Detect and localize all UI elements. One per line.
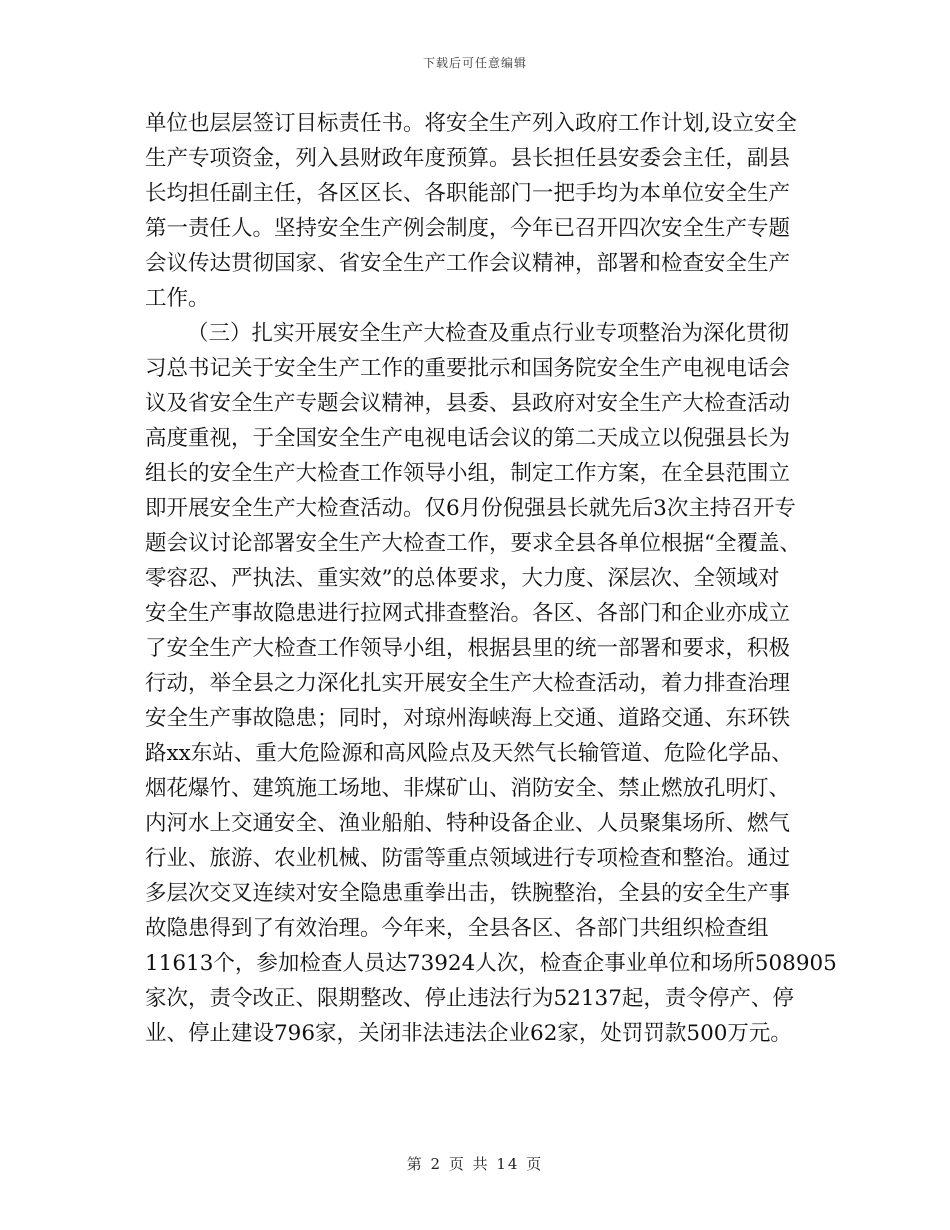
text-line: 题会议讨论部署安全生产大检查工作，要求全县各单位根据“全覆盖、 — [145, 531, 801, 556]
text-line: 高度重视，于全国安全生产电视电话会议的第二天成立以倪强县长为 — [145, 426, 791, 451]
text-line: 安全生产事故隐患；同时，对琼州海峡海上交通、道路交通、东环铁 — [145, 706, 791, 731]
text-line: 烟花爆竹、建筑施工场地、非煤矿山、消防安全、禁止燃放孔明灯、 — [145, 776, 791, 801]
text-line: 故隐患得到了有效治理。今年来，全县各区、各部门共组织检查组 — [145, 916, 769, 941]
text-line: 11613个，参加检查人员达73924人次，检查企事业单位和场所508905 — [145, 951, 837, 976]
text-line: 习总书记关于安全生产工作的重要批示和国务院安全生产电视电话会 — [145, 356, 791, 381]
text-line: 路xx东站、重大危险源和高风险点及天然气长输管道、危险化学品、 — [145, 741, 793, 766]
text-line: 了安全生产大检查工作领导小组，根据县里的统一部署和要求，积极 — [145, 636, 791, 661]
text-line: 业、停止建设796家，关闭非法违法企业62家，处罚罚款500万元。 — [145, 1021, 792, 1046]
page-number-footer: 第 2 页 共 14 页 — [406, 1155, 544, 1173]
section-heading-line: （三）扎实开展安全生产大检查及重点行业专项整治为深化贯彻 — [187, 321, 790, 346]
text-line: 家次，责令改正、限期整改、停止违法行为52137起，责令停产、停 — [145, 986, 794, 1011]
text-line: 即开展安全生产大检查活动。仅6月份倪强县长就先后3次主持召开专 — [145, 496, 796, 521]
page-header: 下载后可任意编辑 — [422, 56, 527, 70]
text-line: 会议传达贯彻国家、省安全生产工作会议精神，部署和检查安全生产 — [145, 251, 791, 276]
text-line: 零容忍、严执法、重实效”的总体要求，大力度、深层次、全领域对 — [145, 566, 780, 591]
text-line: 行业、旅游、农业机械、防雷等重点领域进行专项检查和整治。通过 — [145, 846, 791, 871]
text-line: 多层次交叉连续对安全隐患重拳出击，铁腕整治，全县的安全生产事 — [145, 881, 791, 906]
text-line: 组长的安全生产大检查工作领导小组，制定工作方案，在全县范围立 — [145, 461, 791, 486]
text-line: 内河水上交通安全、渔业船舶、特种设备企业、人员聚集场所、燃气 — [145, 811, 791, 836]
text-line: 安全生产事故隐患进行拉网式排查整治。各区、各部门和企业亦成立 — [145, 601, 791, 626]
text-line: 行动，举全县之力深化扎实开展安全生产大检查活动，着力排查治理 — [145, 671, 791, 696]
text-line: 议及省安全生产专题会议精神，县委、县政府对安全生产大检查活动 — [145, 391, 791, 416]
text-line: 单位也层层签订目标责任书。将安全生产列入政府工作计划,设立安全 — [145, 111, 797, 136]
text-line: 长均担任副主任，各区区长、各职能部门一把手均为本单位安全生产 — [145, 181, 791, 206]
text-line: 工作。 — [145, 286, 210, 311]
text-line: 第一责任人。坚持安全生产例会制度，今年已召开四次安全生产专题 — [145, 216, 791, 241]
text-line: 生产专项资金，列入县财政年度预算。县长担任县安委会主任，副县 — [145, 146, 791, 171]
